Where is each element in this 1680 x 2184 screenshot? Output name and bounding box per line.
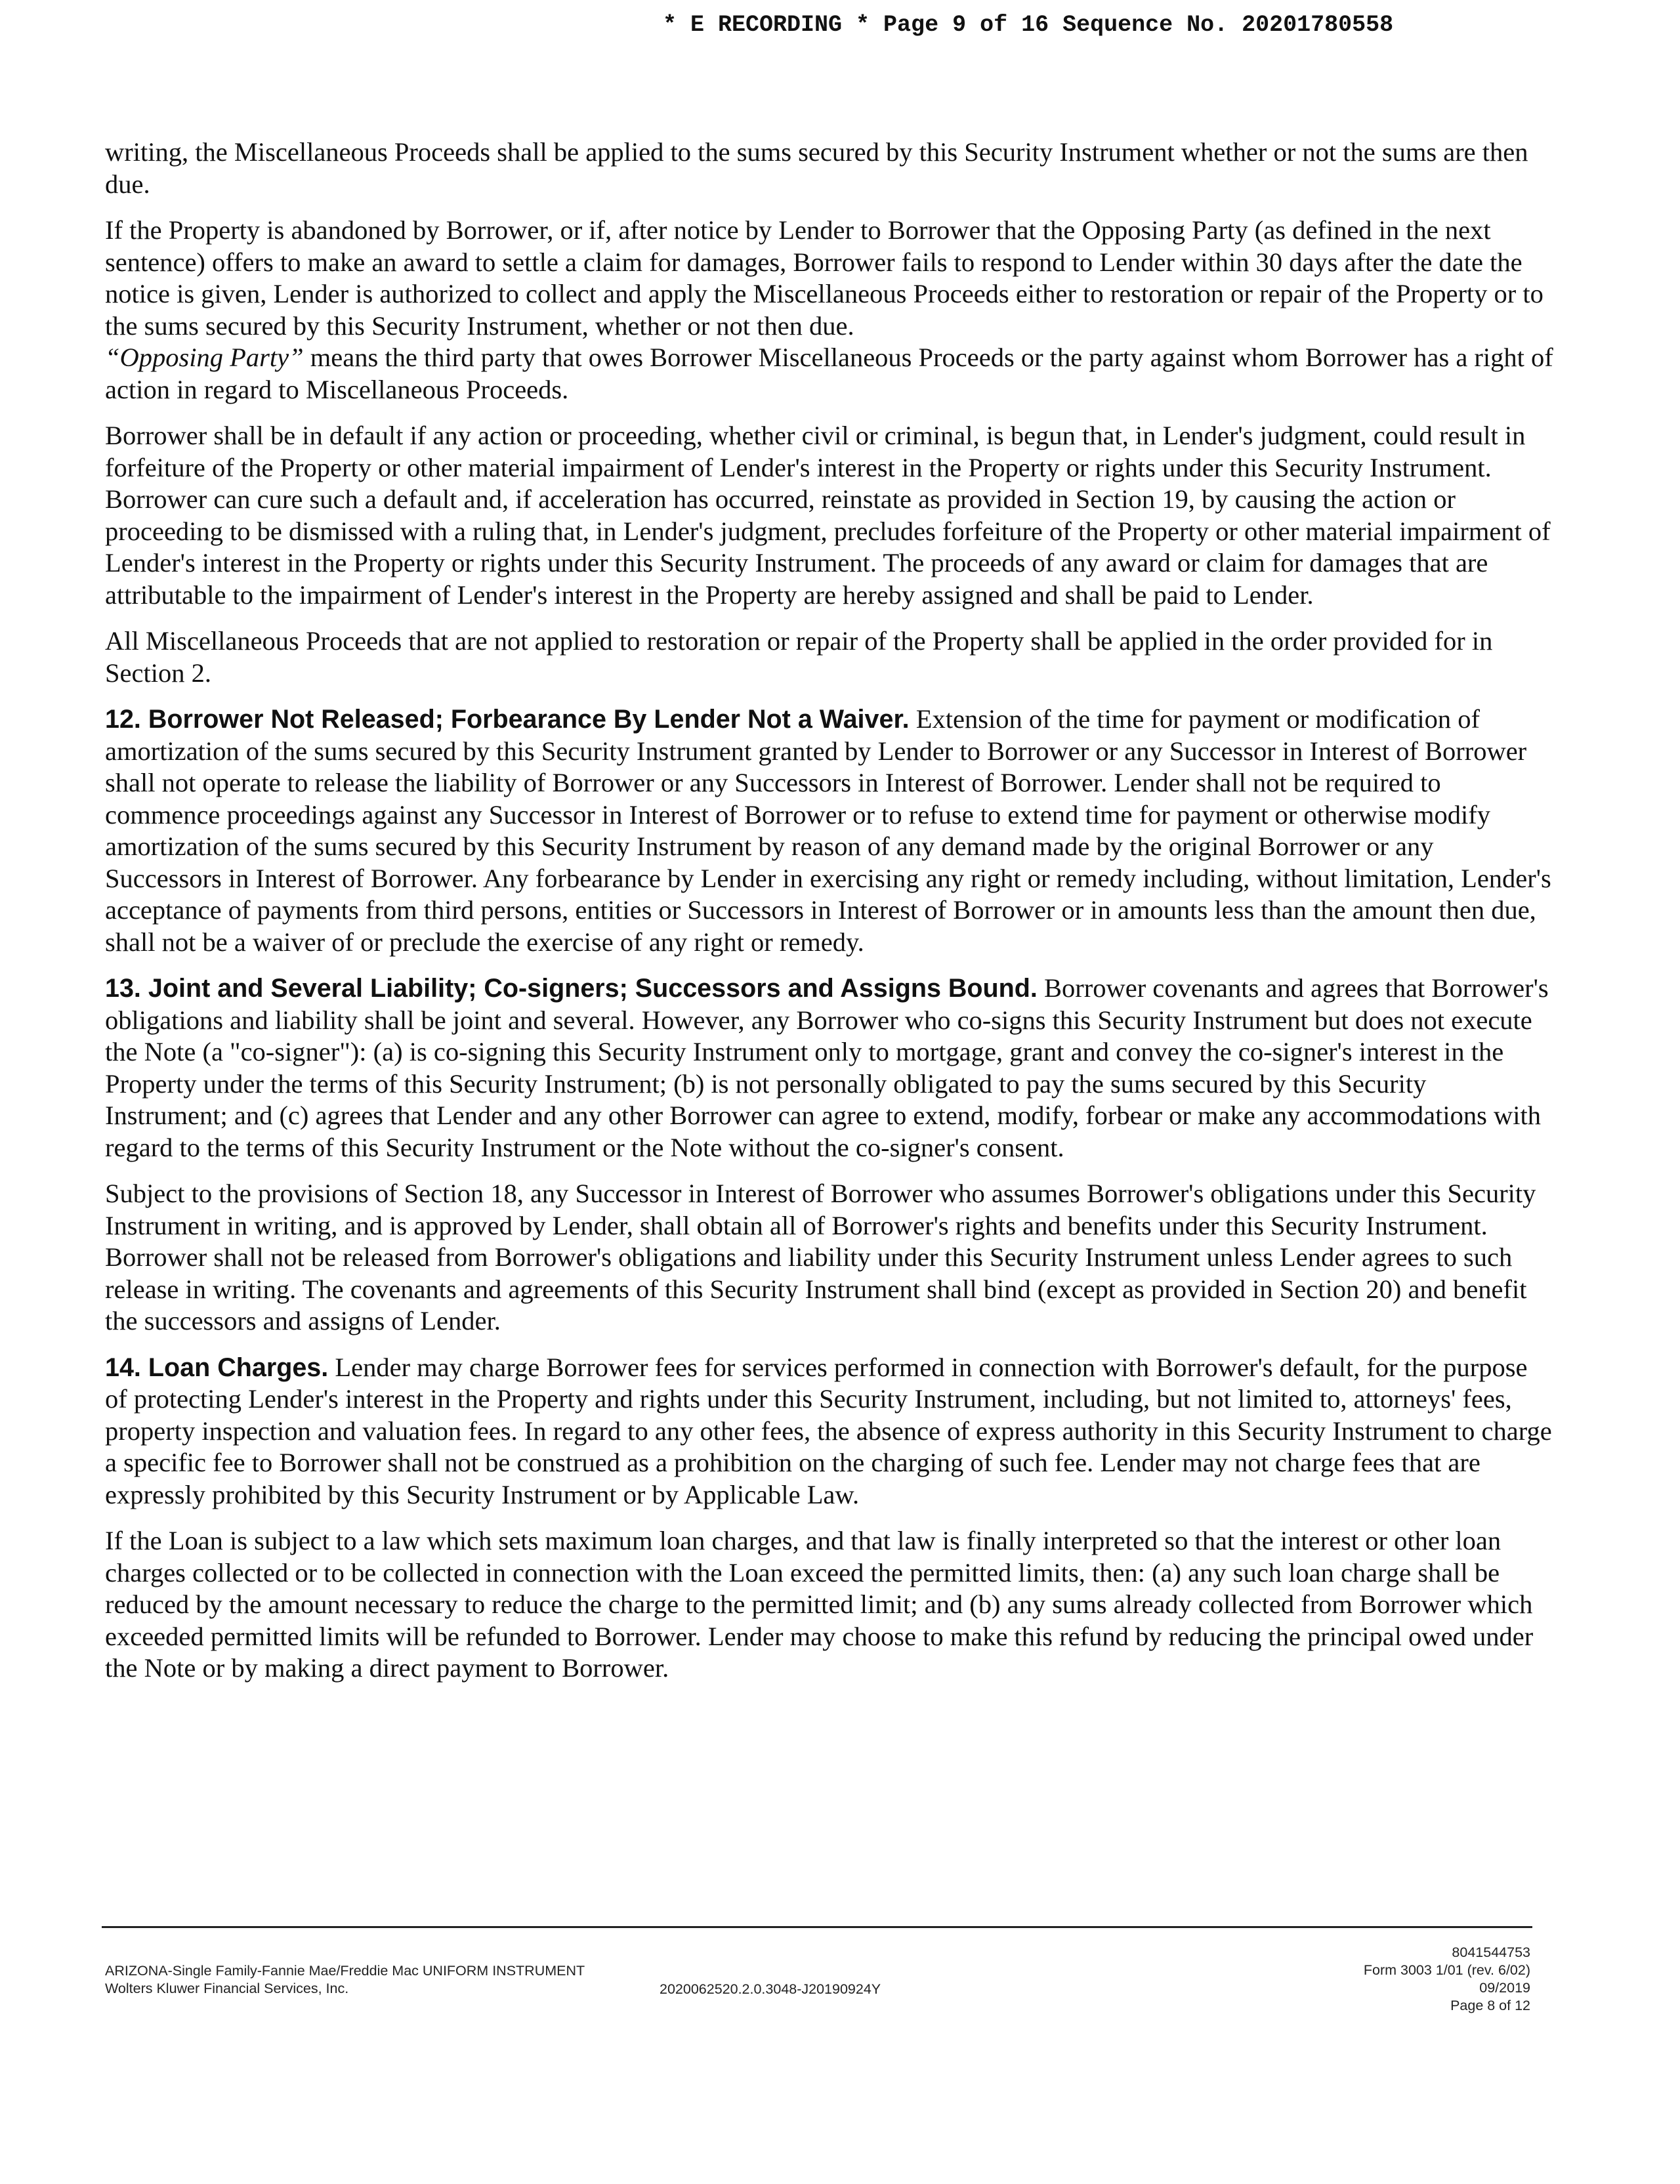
defined-term: “Opposing Party” xyxy=(105,343,304,372)
paragraph: All Miscellaneous Proceeds that are not applied to restoration or repair of the Property shall be applied in the order provided for in Section 2. xyxy=(105,626,1493,688)
section-heading: 13. Joint and Several Liability; Co-signers; Successors and Assigns Bound. xyxy=(105,974,1038,1003)
section-heading: 12. Borrower Not Released; Forbearance By Lender Not a Waiver. xyxy=(105,705,910,734)
footer-left xyxy=(105,1962,585,1998)
paragraph: Subject to the provisions of Section 18, any Successor in Interest of Borrower who assumes Borrower's obligations under this Security Instrument in writing, and is approved by Lender, shall obtain all of Borrower's rights and benefits under this Security Instrument. Borrower shall not be released from Borrower's obligations and liability under this Security Instrument unless Lender agrees to such release in writing. The covenants and agreements of this Security Instrument shall bind (except as provided in Section 20) and benefit the successors and assigns of Lender. xyxy=(105,1179,1536,1335)
footer-divider xyxy=(102,1926,1532,1928)
recording-header: * E RECORDING * Page 9 of 16 Sequence No. 20201780558 xyxy=(663,12,1394,38)
footer-page-number: Page 8 of 12 xyxy=(1450,1998,1530,2013)
paragraph: If the Loan is subject to a law which sets maximum loan charges, and that law is finally interpreted so that the interest or other loan charges collected or to be collected in connection with the Loan exceed the permitted limits, then: (a) any such loan charge shall be reduced by the amount necessary to reduce the charge to the permitted limit; and (b) any sums already collected from Borrower which exceeded permitted limits will be refunded to Borrower. Lender may choose to make this refund by reducing the principal owed under the Note or by making a direct payment to Borrower. xyxy=(105,1526,1534,1683)
footer-document-id: 2020062520.2.0.3048-J20190924Y xyxy=(660,1981,881,1997)
section-13 xyxy=(105,973,1555,1164)
footer-loan-number: 8041544753 xyxy=(1452,1944,1530,1960)
document-body xyxy=(105,136,1555,1699)
paragraph-text: If the Property is abandoned by Borrower, or if, after notice by Lender to Borrower that the Opposing Party (as defined in the next sentence) offers to make an award to settle a claim for damages, Borrower fails to respond to Lender within 30 days after the date the notice is given, Lender is authorized to collect and apply the Miscellaneous Proceeds either to restoration or repair of the Property or to the sums secured by this Security Instrument, whether or not then due. xyxy=(105,215,1544,341)
footer-right xyxy=(1364,1944,1530,2015)
section-12 xyxy=(105,704,1555,958)
paragraph xyxy=(105,215,1555,406)
section-heading: 14. Loan Charges. xyxy=(105,1353,329,1382)
section-text: Extension of the time for payment or modification of amortization of the sums secured by this Security Instrument granted by Lender to Borrower or any Successor in Interest of Borrower shall not operate to release the liability of Borrower or any Successors in Interest of Borrower. Lender shall not be required to commence proceedings against any Successor in Interest of Borrower or to refuse to extend time for payment or otherwise modify amortization of the sums secured by this Security Instrument by reason of any demand made by the original Borrower or any Successors in Interest of Borrower. Any forbearance by Lender in exercising any right or remedy including, without limitation, Lender's acceptance of payments from third persons, entities or Successors in Interest of Borrower or in amounts less than the amount then due, shall not be a waiver of or preclude the exercise of any right or remedy. xyxy=(105,704,1551,957)
footer-date: 09/2019 xyxy=(1479,1980,1530,1996)
paragraph: writing, the Miscellaneous Proceeds shall be applied to the sums secured by this Security Instrument whether or not the sums are then due. xyxy=(105,137,1528,199)
footer-publisher: Wolters Kluwer Financial Services, Inc. xyxy=(105,1981,349,1996)
paragraph: Borrower shall be in default if any action or proceeding, whether civil or criminal, is begun that, in Lender's judgment, could result in forfeiture of the Property or other material impairment of Lender's interest in the Property or rights under this Security Instrument. Borrower can cure such a default and, if acceleration has occurred, reinstate as provided in Section 19, by causing the action or proceeding to be dismissed with a ruling that, in Lender's judgment, precludes forfeiture of the Property or other material impairment of Lender's interest in the Property or rights under this Security Instrument. The proceeds of any award or claim for damages that are attributable to the impairment of Lender's interest in the Property are hereby assigned and shall be paid to Lender. xyxy=(105,421,1551,610)
section-14 xyxy=(105,1352,1555,1511)
section-text: Lender may charge Borrower fees for services performed in connection with Borrower's default, for the purpose of protecting Lender's interest in the Property and rights under this Security Instrument, including, but not limited to, attorneys' fees, property inspection and valuation fees. In regard to any other fees, the absence of express authority in this Security Instrument to charge a specific fee to Borrower shall not be construed as a prohibition on the charging of such fee. Lender may not charge fees that are expressly prohibited by this Security Instrument or by Applicable Law. xyxy=(105,1352,1552,1509)
footer-form: Form 3003 1/01 (rev. 6/02) xyxy=(1363,1962,1530,1978)
footer-instrument: ARIZONA-Single Family-Fannie Mae/Freddie Mac UNIFORM INSTRUMENT xyxy=(105,1963,585,1979)
paragraph-text: means the third party that owes Borrower Miscellaneous Proceeds or the party against whom Borrower has a right of action in regard to Miscellaneous Proceeds. xyxy=(105,343,1553,404)
section-text: Borrower covenants and agrees that Borrower's obligations and liability shall be joint and several. However, any Borrower who co-signs this Security Instrument but does not execute the Note (a "co-signer"): (a) is co-signing this Security Instrument only to mortgage, grant and convey the co-signer's interest in the Property under the terms of this Security Instrument; (b) is not personally obligated to pay the sums secured by this Security Instrument; and (c) agrees that Lender and any other Borrower can agree to extend, modify, forbear or make any accommodations with regard to the terms of this Security Instrument or the Note without the co-signer's consent. xyxy=(105,973,1549,1162)
